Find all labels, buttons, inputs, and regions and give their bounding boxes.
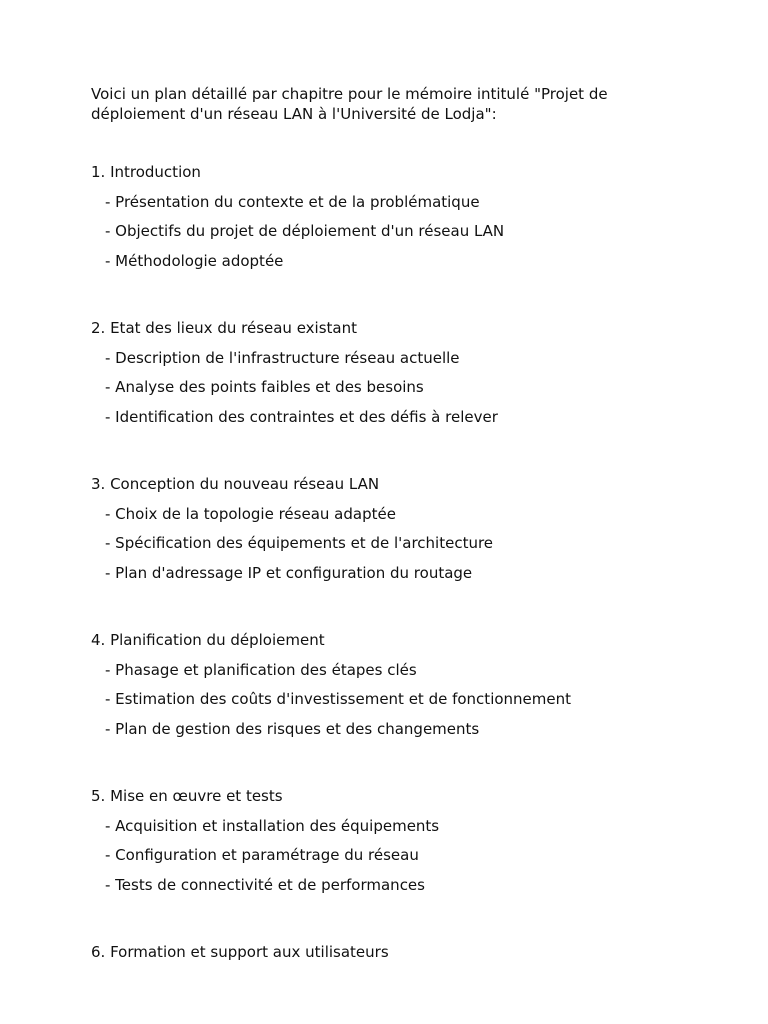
list-item: - Configuration et paramétrage du réseau	[105, 846, 419, 864]
document-page	[91, 84, 691, 972]
list-item: - Tests de connectivité et de performances	[105, 875, 425, 894]
section-conception	[91, 474, 691, 592]
list-item: - Présentation du contexte et de la problématique	[105, 192, 480, 211]
list-item: - Objectifs du projet de déploiement d'un réseau LAN	[105, 222, 505, 240]
list-item: - Acquisition et installation des équipements	[105, 816, 440, 835]
section-introduction	[91, 162, 691, 280]
list-item: - Identification des contraintes et des défis à relever	[105, 407, 498, 426]
section-planification	[91, 630, 691, 748]
list-item: - Analyse des points faibles et des besoins	[105, 378, 424, 396]
list-item: - Description de l'infrastructure réseau actuelle	[105, 348, 460, 367]
section-etat-des-lieux	[91, 318, 691, 436]
section-mise-en-oeuvre	[91, 786, 691, 904]
list-item: - Méthodologie adoptée	[105, 251, 284, 270]
list-item: - Phasage et planification des étapes clés	[105, 660, 417, 679]
section-title: 4. Planification du déploiement	[91, 631, 325, 649]
list-item: - Plan de gestion des risques et des changements	[105, 719, 480, 738]
section-title: 5. Mise en œuvre et tests	[91, 787, 283, 805]
intro-paragraph: Voici un plan détaillé par chapitre pour le mémoire intitulé "Projet de déploiement d'un réseau LAN à l'Université de Lodja":	[91, 85, 608, 123]
section-formation	[91, 942, 691, 972]
section-title: 1. Introduction	[91, 163, 201, 181]
section-title: 6. Formation et support aux utilisateurs	[91, 943, 389, 961]
section-title: 2. Etat des lieux du réseau existant	[91, 319, 357, 337]
list-item: - Choix de la topologie réseau adaptée	[105, 504, 396, 523]
list-item: - Plan d'adressage IP et configuration du routage	[105, 563, 473, 582]
list-item: - Spécification des équipements et de l'architecture	[105, 534, 494, 552]
list-item: - Estimation des coûts d'investissement et de fonctionnement	[105, 690, 572, 708]
section-title: 3. Conception du nouveau réseau LAN	[91, 475, 380, 493]
